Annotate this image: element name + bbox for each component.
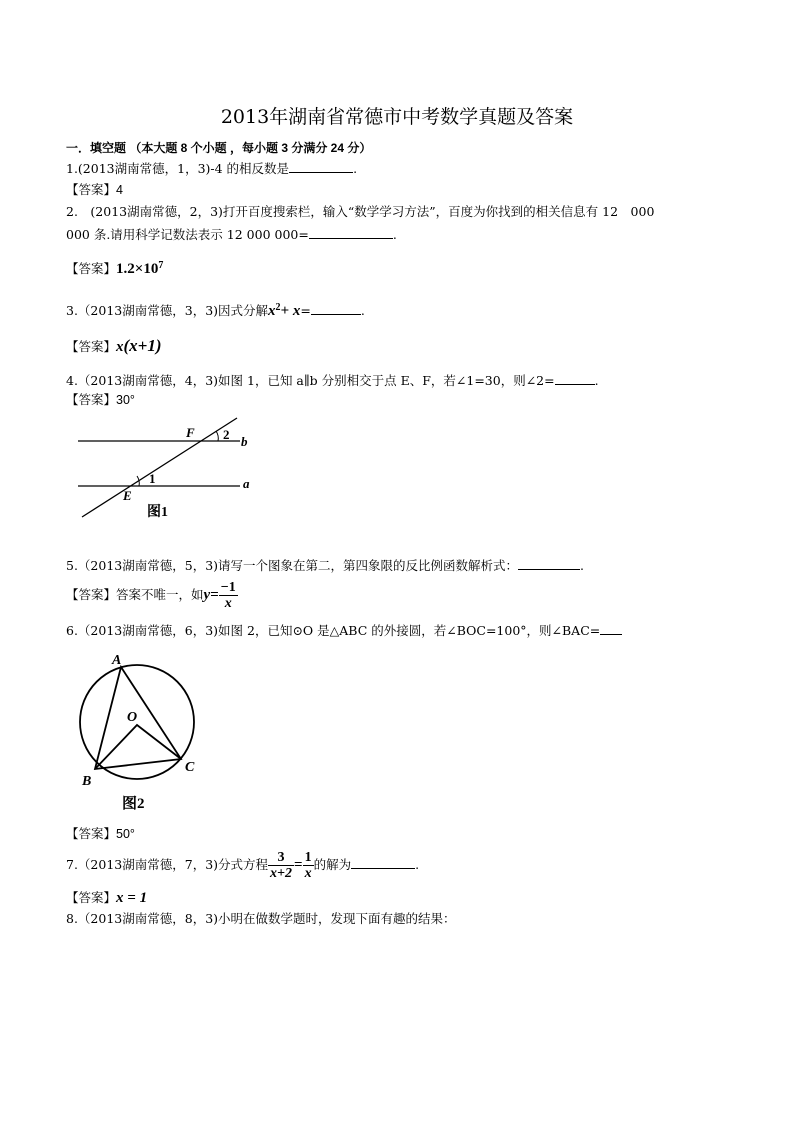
answer-blank <box>351 856 415 869</box>
fraction-denominator: x+2 <box>270 866 293 881</box>
question-1 <box>66 160 357 177</box>
answer-3-paren: (x+1) <box>123 336 162 355</box>
answer-7-value: x = 1 <box>116 890 148 906</box>
answer-blank <box>518 557 580 570</box>
figure-1-caption: 图1 <box>147 505 168 520</box>
answer-label: 【答案】 <box>66 826 117 841</box>
answer-4-value: 30° <box>116 393 135 407</box>
question-1-end: . <box>353 161 358 176</box>
answer-blank <box>289 160 353 173</box>
label-A: A <box>112 653 122 668</box>
angle-2-arc <box>216 431 218 441</box>
label-B: B <box>82 774 92 789</box>
transversal-line <box>82 418 237 517</box>
answer-5-prefix: 答案不唯一，如 <box>116 587 204 602</box>
fraction-numerator: −1 <box>220 580 236 595</box>
label-C: C <box>185 760 195 775</box>
fraction-1-over-x <box>303 850 314 881</box>
label-a: a <box>243 476 250 491</box>
label-angle-1: 1 <box>149 471 156 486</box>
question-2-end: . <box>392 227 397 242</box>
answer-blank <box>311 302 361 315</box>
answer-2 <box>66 258 163 277</box>
figure-1 <box>60 410 280 530</box>
answer-label: 【答案】 <box>66 261 117 277</box>
fraction-numerator: 1 <box>304 850 312 865</box>
answer-blank <box>600 622 622 635</box>
question-5 <box>66 557 584 574</box>
question-7-end: . <box>415 857 420 872</box>
question-7-tail: 的解为 <box>313 857 352 872</box>
label-O: O <box>127 710 138 725</box>
label-E: E <box>123 488 132 503</box>
answer-2-exponent: 7 <box>158 260 164 271</box>
figure-2-caption: 图2 <box>122 796 145 812</box>
question-3-text: 3.（2013湖南常德，3，3)因式分解 <box>66 303 269 319</box>
expr-equals: = <box>300 303 311 319</box>
answer-3-x: x <box>116 339 124 355</box>
question-4-text: 4.（2013湖南常德，4，3)如图 1，已知 a∥b 分别相交于点 E、F，若∠1=30，则∠2= <box>66 373 555 388</box>
answer-label: 【答案】 <box>66 182 117 197</box>
question-7-text: 7.（2013湖南常德，7，3)分式方程 <box>66 857 269 872</box>
answer-5 <box>66 578 238 614</box>
answer-blank <box>309 226 393 239</box>
label-F: F <box>186 425 195 440</box>
answer-label: 【答案】 <box>66 339 117 354</box>
question-6-text: 6.（2013湖南常德，6，3)如图 2，已知⊙O 是△ABC 的外接圆，若∠BOC=100°，则∠BAC= <box>66 623 601 638</box>
section-heading: 一．填空题 （本大题 8 个小题 ，每小题 3 分满分 24 分） <box>66 141 372 155</box>
page-title: 2013年湖南省常德市中考数学真题及答案 <box>220 106 574 128</box>
fraction-denominator: x <box>304 866 312 881</box>
question-1-text: 1.(2013湖南常德，1，3)-4 的相反数是 <box>66 161 290 176</box>
question-4-end: . <box>594 373 599 388</box>
answer-5-fraction <box>219 580 238 611</box>
label-b: b <box>241 434 248 449</box>
label-angle-2: 2 <box>223 427 230 442</box>
question-7 <box>66 848 419 886</box>
fraction-denominator: x <box>224 596 232 611</box>
answer-label: 【答案】 <box>66 587 117 602</box>
answer-label: 【答案】 <box>66 890 117 905</box>
answer-1 <box>66 182 123 198</box>
expr-x: x <box>268 303 276 320</box>
answer-6-value: 50° <box>116 827 135 841</box>
answer-4 <box>66 392 135 408</box>
triangle-abc <box>95 667 181 769</box>
question-5-end: . <box>580 558 585 573</box>
question-2-text: 000 条.请用科学记数法表示 12 000 000= <box>66 227 309 242</box>
fraction-numerator: 3 <box>268 850 294 866</box>
answer-7 <box>66 890 147 906</box>
question-2-line-1: 2. (2013湖南常德，2，3)打开百度搜索栏，输入“数学学习方法”，百度为你找到的相关信息有 12 000 <box>66 204 655 219</box>
answer-1-value: 4 <box>116 183 123 197</box>
answer-5-y: y <box>203 587 211 603</box>
question-3 <box>66 300 365 319</box>
expr-plus-x: + x <box>280 303 301 320</box>
answer-5-equals: = <box>210 587 219 603</box>
question-2-line-2 <box>66 226 397 243</box>
question-3-end: . <box>360 303 365 319</box>
answer-blank <box>555 372 595 385</box>
fraction-3-over-x-plus-2 <box>268 850 294 881</box>
answer-3 <box>66 338 162 355</box>
answer-label: 【答案】 <box>66 392 117 407</box>
question-8: 8.（2013湖南常德，8，3)小明在做数学题时，发现下面有趣的结果： <box>66 911 456 926</box>
figure-2 <box>70 645 210 815</box>
question-6 <box>66 622 622 639</box>
question-5-text: 5.（2013湖南常德，5，3)请写一个图象在第二，第四象限的反比例函数解析式： <box>66 558 519 573</box>
radii-ob-oc <box>95 725 181 769</box>
answer-6 <box>66 826 135 842</box>
question-4 <box>66 372 599 389</box>
equation-equals: = <box>294 857 303 873</box>
answer-2-value: 1.2×10 <box>116 261 159 278</box>
expr-exponent: 2 <box>275 302 281 313</box>
